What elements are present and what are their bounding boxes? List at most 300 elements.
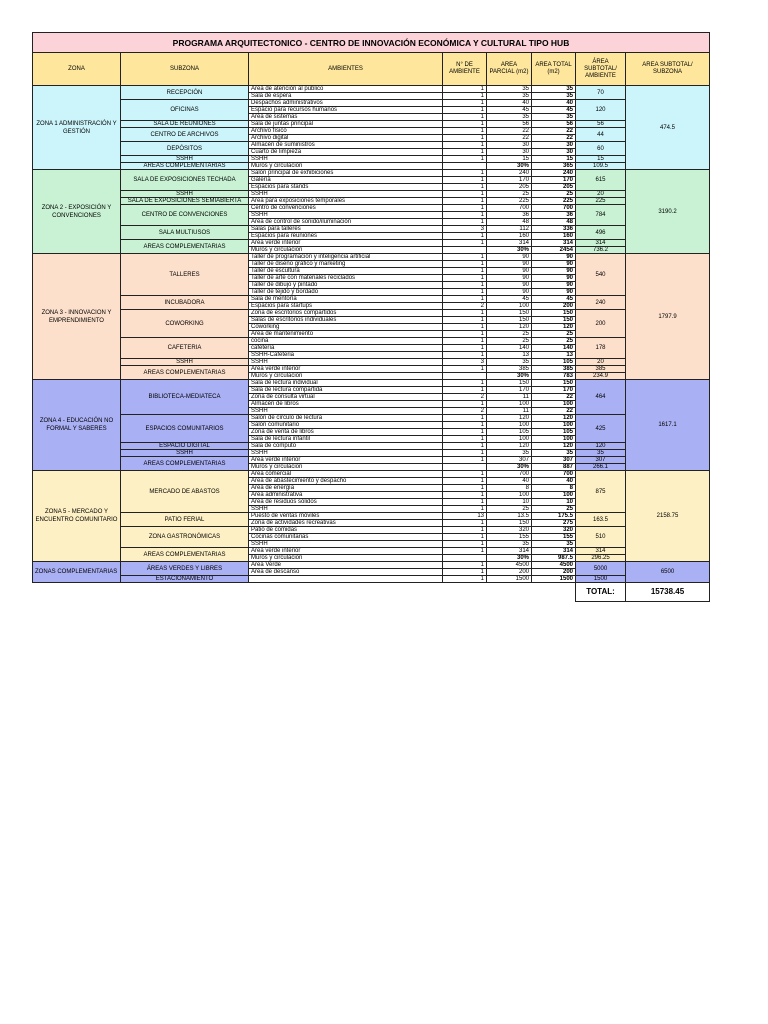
- partial-area-cell: 30: [487, 142, 532, 149]
- subtotal-ambiente-cell: 540: [576, 254, 626, 296]
- count-cell: [443, 373, 487, 380]
- header-row: [33, 53, 710, 86]
- subtotal-ambiente-cell: 15: [576, 156, 626, 163]
- count-cell: 1: [443, 338, 487, 345]
- subzone-name-cell: SALA DE EXPOSICIONES SEMIABIERTA: [121, 198, 249, 205]
- subzone-name-cell: AREAS COMPLEMENTARIAS: [121, 548, 249, 562]
- partial-area-cell: 30: [487, 149, 532, 156]
- count-cell: 1: [443, 422, 487, 429]
- partial-area-cell: 90: [487, 289, 532, 296]
- ambiente-cell: Puesto de ventas móviles: [249, 513, 443, 520]
- ambiente-cell: Salón de círculo de lectura: [249, 415, 443, 422]
- total-area-cell: 36: [532, 212, 576, 219]
- total-area-cell: 40: [532, 478, 576, 485]
- count-cell: 1: [443, 121, 487, 128]
- partial-area-cell: 150: [487, 380, 532, 387]
- count-cell: 1: [443, 366, 487, 373]
- count-cell: 1: [443, 240, 487, 247]
- table-row: [33, 450, 710, 457]
- subzone-name-cell: CENTRO DE CONVENCIONES: [121, 205, 249, 226]
- partial-area-cell: 15: [487, 156, 532, 163]
- subzone-name-cell: PATIO FERIAL: [121, 513, 249, 527]
- ambiente-cell: SSHH: [249, 450, 443, 457]
- ambiente-cell: Sala de mentoría: [249, 296, 443, 303]
- table-row: [33, 100, 710, 107]
- subtotal-ambiente-cell: 20: [576, 191, 626, 198]
- total-area-cell: 385: [532, 366, 576, 373]
- total-value: 15738.45: [626, 583, 710, 602]
- subzone-name-cell: SSHH: [121, 191, 249, 198]
- ambiente-cell: Área verde interior: [249, 366, 443, 373]
- subtotal-subzona-cell: 1617.1: [626, 380, 710, 471]
- total-area-cell: 56: [532, 121, 576, 128]
- total-area-cell: 314: [532, 240, 576, 247]
- total-area-cell: 160: [532, 233, 576, 240]
- count-cell: 1: [443, 254, 487, 261]
- count-cell: 1: [443, 331, 487, 338]
- total-area-cell: 45: [532, 107, 576, 114]
- ambiente-cell: Muros y circulacion: [249, 464, 443, 471]
- count-cell: 1: [443, 310, 487, 317]
- total-area-cell: 25: [532, 506, 576, 513]
- partial-area-cell: 90: [487, 254, 532, 261]
- table-row: [33, 226, 710, 233]
- count-cell: 1: [443, 93, 487, 100]
- partial-area-cell: 100: [487, 422, 532, 429]
- count-cell: 1: [443, 317, 487, 324]
- table-row: [33, 86, 710, 93]
- table-row: [33, 156, 710, 163]
- partial-area-cell: 30%: [487, 555, 532, 562]
- partial-area-cell: 90: [487, 261, 532, 268]
- partial-area-cell: 120: [487, 443, 532, 450]
- subtotal-ambiente-cell: 200: [576, 310, 626, 338]
- table-row: [33, 310, 710, 317]
- total-area-cell: 150: [532, 380, 576, 387]
- zone-name-cell: ZONAS COMPLEMENTARIAS: [33, 562, 121, 583]
- subzone-name-cell: CAFETERIA: [121, 338, 249, 359]
- partial-area-cell: 35: [487, 86, 532, 93]
- zone-name-cell: ZONA 2 - EXPOSICIÓN Y CONVENCIONES: [33, 170, 121, 254]
- partial-area-cell: 700: [487, 471, 532, 478]
- count-cell: 1: [443, 527, 487, 534]
- header-cell: AREA PARCIAL (m2): [487, 53, 532, 86]
- total-area-cell: 22: [532, 128, 576, 135]
- total-area-cell: 700: [532, 205, 576, 212]
- partial-area-cell: 13: [487, 352, 532, 359]
- subzone-name-cell: AREAS COMPLEMENTARIAS: [121, 457, 249, 471]
- partial-area-cell: 307: [487, 457, 532, 464]
- total-area-cell: 2454: [532, 247, 576, 254]
- partial-area-cell: 35: [487, 450, 532, 457]
- total-spacer: [33, 583, 576, 602]
- ambiente-cell: Área de mantenimiento: [249, 331, 443, 338]
- ambiente-cell: Sala de computo: [249, 443, 443, 450]
- header-cell: SUBZONA: [121, 53, 249, 86]
- page-title: PROGRAMA ARQUITECTONICO - CENTRO DE INNOVACIÓN ECONÓMICA Y CULTURAL TIPO HUB: [33, 33, 710, 53]
- count-cell: 1: [443, 177, 487, 184]
- subzone-name-cell: MERCADO DE ABASTOS: [121, 471, 249, 513]
- count-cell: 1: [443, 401, 487, 408]
- total-area-cell: 120: [532, 415, 576, 422]
- total-label: TOTAL:: [576, 583, 626, 602]
- ambiente-cell: Muros y circulacion: [249, 373, 443, 380]
- ambiente-cell: Área de atención al público: [249, 86, 443, 93]
- ambiente-cell: SSHH: [249, 156, 443, 163]
- partial-area-cell: 35: [487, 93, 532, 100]
- ambiente-cell: [249, 576, 443, 583]
- subzone-name-cell: ÁREAS VERDES Y LIBRES: [121, 562, 249, 576]
- ambiente-cell: SSHH: [249, 191, 443, 198]
- total-area-cell: 100: [532, 422, 576, 429]
- total-area-cell: 25: [532, 191, 576, 198]
- count-cell: 1: [443, 268, 487, 275]
- count-cell: 1: [443, 534, 487, 541]
- total-area-cell: 35: [532, 114, 576, 121]
- total-area-cell: 1500: [532, 576, 576, 583]
- count-cell: 1: [443, 282, 487, 289]
- ambiente-cell: Salas de escritorios individuales: [249, 317, 443, 324]
- ambiente-cell: Área de control de sonido/iluminación: [249, 219, 443, 226]
- header-cell: AMBIENTES: [249, 53, 443, 86]
- partial-area-cell: 25: [487, 506, 532, 513]
- subzone-name-cell: ESPACIO DIGITAL: [121, 443, 249, 450]
- count-cell: 1: [443, 443, 487, 450]
- partial-area-cell: 700: [487, 205, 532, 212]
- total-area-cell: 205: [532, 184, 576, 191]
- ambiente-cell: Cocinas comunitarias: [249, 534, 443, 541]
- architectural-program-sheet: [32, 32, 710, 602]
- subzone-name-cell: SSHH: [121, 359, 249, 366]
- partial-area-cell: 48: [487, 219, 532, 226]
- header-cell: AREA SUBTOTAL/ SUBZONA: [626, 53, 710, 86]
- table-row: [33, 191, 710, 198]
- ambiente-cell: Muros y circulacion: [249, 247, 443, 254]
- total-area-cell: 100: [532, 401, 576, 408]
- count-cell: 1: [443, 233, 487, 240]
- count-cell: 1: [443, 541, 487, 548]
- partial-area-cell: 90: [487, 282, 532, 289]
- table-row: [33, 163, 710, 170]
- partial-area-cell: 45: [487, 107, 532, 114]
- partial-area-cell: 40: [487, 478, 532, 485]
- subzone-name-cell: SALA DE REUNIONES: [121, 121, 249, 128]
- ambiente-cell: Área comercial: [249, 471, 443, 478]
- ambiente-cell: Área de abastecimiento y despacho: [249, 478, 443, 485]
- partial-area-cell: 120: [487, 324, 532, 331]
- count-cell: 1: [443, 86, 487, 93]
- total-area-cell: 307: [532, 457, 576, 464]
- table-row: [33, 142, 710, 149]
- count-cell: 1: [443, 114, 487, 121]
- subtotal-ambiente-cell: 425: [576, 415, 626, 443]
- zone-name-cell: ZONA 5 - MERCADO Y ENCUENTRO COMUNITARIO: [33, 471, 121, 562]
- partial-area-cell: 314: [487, 240, 532, 247]
- table-row: [33, 562, 710, 569]
- ambiente-cell: Taller de dibujo y pintado: [249, 282, 443, 289]
- total-area-cell: 25: [532, 338, 576, 345]
- count-cell: 1: [443, 212, 487, 219]
- partial-area-cell: 140: [487, 345, 532, 352]
- total-area-cell: 320: [532, 527, 576, 534]
- total-area-cell: 45: [532, 296, 576, 303]
- count-cell: 1: [443, 261, 487, 268]
- total-area-cell: 170: [532, 387, 576, 394]
- partial-area-cell: 100: [487, 436, 532, 443]
- subtotal-ambiente-cell: 314: [576, 548, 626, 555]
- subtotal-ambiente-cell: 875: [576, 471, 626, 513]
- total-area-cell: 120: [532, 324, 576, 331]
- subzone-name-cell: AREAS COMPLEMENTARIAS: [121, 366, 249, 380]
- subtotal-ambiente-cell: 44: [576, 128, 626, 142]
- ambiente-cell: Espacios para reuniones: [249, 233, 443, 240]
- table-row: [33, 457, 710, 464]
- table-row: [33, 380, 710, 387]
- partial-area-cell: 150: [487, 317, 532, 324]
- ambiente-cell: Coworking: [249, 324, 443, 331]
- count-cell: 1: [443, 492, 487, 499]
- count-cell: 1: [443, 296, 487, 303]
- ambiente-cell: Área de sistemas: [249, 114, 443, 121]
- subtotal-subzona-cell: 1797.9: [626, 254, 710, 380]
- ambiente-cell: Área para exposiciones temporales: [249, 198, 443, 205]
- ambiente-cell: Almacén de libros: [249, 401, 443, 408]
- partial-area-cell: 314: [487, 548, 532, 555]
- table-row: [33, 296, 710, 303]
- total-area-cell: 240: [532, 170, 576, 177]
- partial-area-cell: 160: [487, 233, 532, 240]
- total-area-cell: 783: [532, 373, 576, 380]
- count-cell: [443, 163, 487, 170]
- ambiente-cell: cocina: [249, 338, 443, 345]
- count-cell: 1: [443, 415, 487, 422]
- partial-area-cell: 30%: [487, 464, 532, 471]
- subzone-name-cell: AREAS COMPLEMENTARIAS: [121, 163, 249, 170]
- total-area-cell: 15: [532, 156, 576, 163]
- ambiente-cell: Sala de lectura compartida: [249, 387, 443, 394]
- table-row: [33, 128, 710, 135]
- count-cell: 1: [443, 184, 487, 191]
- count-cell: 1: [443, 569, 487, 576]
- subtotal-subzona-cell: 474.5: [626, 86, 710, 170]
- total-area-cell: 225: [532, 198, 576, 205]
- ambiente-cell: Sala de lectura individual: [249, 380, 443, 387]
- total-area-cell: 22: [532, 394, 576, 401]
- header-cell: N° DE AMBIENTE: [443, 53, 487, 86]
- ambiente-cell: Salas para talleres: [249, 226, 443, 233]
- partial-area-cell: 45: [487, 296, 532, 303]
- count-cell: 2: [443, 394, 487, 401]
- ambiente-cell: Centro de convenciones: [249, 205, 443, 212]
- count-cell: 1: [443, 324, 487, 331]
- count-cell: 1: [443, 142, 487, 149]
- partial-area-cell: 150: [487, 310, 532, 317]
- total-area-cell: 13: [532, 352, 576, 359]
- count-cell: 1: [443, 562, 487, 569]
- partial-area-cell: 13.5: [487, 513, 532, 520]
- table-row: [33, 254, 710, 261]
- count-cell: 1: [443, 345, 487, 352]
- subtotal-ambiente-cell: 266.1: [576, 464, 626, 471]
- ambiente-cell: Salón principal de exhibiciones: [249, 170, 443, 177]
- partial-area-cell: 30%: [487, 373, 532, 380]
- count-cell: 1: [443, 149, 487, 156]
- ambiente-cell: Despachos administrativos: [249, 100, 443, 107]
- partial-area-cell: 155: [487, 534, 532, 541]
- count-cell: 1: [443, 135, 487, 142]
- partial-area-cell: 25: [487, 331, 532, 338]
- subtotal-ambiente-cell: 60: [576, 142, 626, 156]
- total-area-cell: 4500: [532, 562, 576, 569]
- zone-name-cell: ZONA 4 - EDUCACIÓN NO FORMAL Y SABERES: [33, 380, 121, 471]
- total-area-cell: 22: [532, 408, 576, 415]
- count-cell: 1: [443, 499, 487, 506]
- ambiente-cell: SSHH: [249, 212, 443, 219]
- partial-area-cell: 170: [487, 387, 532, 394]
- total-area-cell: 150: [532, 310, 576, 317]
- partial-area-cell: 150: [487, 520, 532, 527]
- ambiente-cell: Área verde interior: [249, 548, 443, 555]
- partial-area-cell: 40: [487, 100, 532, 107]
- count-cell: 1: [443, 548, 487, 555]
- count-cell: 1: [443, 128, 487, 135]
- subzone-name-cell: INCUBADORA: [121, 296, 249, 310]
- partial-area-cell: 11: [487, 394, 532, 401]
- total-area-cell: 155: [532, 534, 576, 541]
- total-area-cell: 30: [532, 149, 576, 156]
- subtotal-ambiente-cell: 120: [576, 443, 626, 450]
- ambiente-cell: Espacios para stands: [249, 184, 443, 191]
- ambiente-cell: Área de energía: [249, 485, 443, 492]
- partial-area-cell: 120: [487, 415, 532, 422]
- table-row: [33, 513, 710, 520]
- subtotal-ambiente-cell: 307: [576, 457, 626, 464]
- total-area-cell: 175.5: [532, 513, 576, 520]
- count-cell: 1: [443, 191, 487, 198]
- ambiente-cell: Muros y circulacion: [249, 555, 443, 562]
- total-area-cell: 200: [532, 569, 576, 576]
- table-row: [33, 198, 710, 205]
- total-area-cell: 48: [532, 219, 576, 226]
- subtotal-ambiente-cell: 163.5: [576, 513, 626, 527]
- total-area-cell: 35: [532, 93, 576, 100]
- subtotal-ambiente-cell: 784: [576, 205, 626, 226]
- subtotal-ambiente-cell: 109.5: [576, 163, 626, 170]
- subzone-name-cell: ZONA GASTRONÓMICAS: [121, 527, 249, 548]
- count-cell: 1: [443, 457, 487, 464]
- table-row: [33, 576, 710, 583]
- subtotal-ambiente-cell: 240: [576, 296, 626, 310]
- count-cell: 1: [443, 289, 487, 296]
- subtotal-ambiente-cell: 1500: [576, 576, 626, 583]
- count-cell: 1: [443, 107, 487, 114]
- partial-area-cell: 105: [487, 429, 532, 436]
- count-cell: 1: [443, 450, 487, 457]
- ambiente-cell: Área administrativa: [249, 492, 443, 499]
- table-row: [33, 338, 710, 345]
- subtotal-ambiente-cell: 296.25: [576, 555, 626, 562]
- subzone-name-cell: TALLERES: [121, 254, 249, 296]
- partial-area-cell: 35: [487, 359, 532, 366]
- total-area-cell: 90: [532, 261, 576, 268]
- subtotal-ambiente-cell: 496: [576, 226, 626, 240]
- ambiente-cell: Patio de comidas: [249, 527, 443, 534]
- ambiente-cell: Archivo digital: [249, 135, 443, 142]
- total-area-cell: 336: [532, 226, 576, 233]
- ambiente-cell: Taller de diseño gráfico y marketing: [249, 261, 443, 268]
- subzone-name-cell: SSHH: [121, 156, 249, 163]
- ambiente-cell: Taller de tejido y bordado: [249, 289, 443, 296]
- subtotal-ambiente-cell: 178: [576, 338, 626, 359]
- table-row: [33, 471, 710, 478]
- total-area-cell: 987.5: [532, 555, 576, 562]
- subtotal-ambiente-cell: 464: [576, 380, 626, 415]
- partial-area-cell: 205: [487, 184, 532, 191]
- zone-name-cell: ZONA 1 ADMINISTRACIÓN Y GESTIÓN: [33, 86, 121, 170]
- ambiente-cell: Taller de escultura: [249, 268, 443, 275]
- total-area-cell: 35: [532, 541, 576, 548]
- total-area-cell: 105: [532, 429, 576, 436]
- partial-area-cell: 35: [487, 114, 532, 121]
- total-area-cell: 105: [532, 359, 576, 366]
- total-area-cell: 10: [532, 499, 576, 506]
- ambiente-cell: Zona de consulta virtual: [249, 394, 443, 401]
- count-cell: 1: [443, 100, 487, 107]
- ambiente-cell: Espacios para startups: [249, 303, 443, 310]
- partial-area-cell: 112: [487, 226, 532, 233]
- count-cell: 3: [443, 359, 487, 366]
- ambiente-cell: Espacio para recursos humanos: [249, 107, 443, 114]
- table-row: [33, 527, 710, 534]
- total-area-cell: 100: [532, 436, 576, 443]
- table-row: [33, 443, 710, 450]
- partial-area-cell: 22: [487, 128, 532, 135]
- ambiente-cell: cafetería: [249, 345, 443, 352]
- total-area-cell: 40: [532, 100, 576, 107]
- partial-area-cell: 1500: [487, 576, 532, 583]
- ambiente-cell: SSHH: [249, 408, 443, 415]
- count-cell: 1: [443, 471, 487, 478]
- program-table: [32, 32, 710, 602]
- subtotal-ambiente-cell: 234.9: [576, 373, 626, 380]
- subtotal-ambiente-cell: 225: [576, 198, 626, 205]
- count-cell: 1: [443, 219, 487, 226]
- partial-area-cell: 90: [487, 268, 532, 275]
- partial-area-cell: 100: [487, 401, 532, 408]
- subtotal-ambiente-cell: 20: [576, 359, 626, 366]
- ambiente-cell: Archivo físico: [249, 128, 443, 135]
- count-cell: 1: [443, 387, 487, 394]
- ambiente-cell: Muros y circulacion: [249, 163, 443, 170]
- subzone-name-cell: CENTRO DE ARCHIVOS: [121, 128, 249, 142]
- partial-area-cell: 30%: [487, 247, 532, 254]
- total-area-cell: 200: [532, 303, 576, 310]
- count-cell: 2: [443, 408, 487, 415]
- count-cell: 1: [443, 198, 487, 205]
- count-cell: 1: [443, 205, 487, 212]
- total-area-cell: 887: [532, 464, 576, 471]
- total-area-cell: 90: [532, 282, 576, 289]
- partial-area-cell: 22: [487, 135, 532, 142]
- total-area-cell: 35: [532, 450, 576, 457]
- table-row: [33, 415, 710, 422]
- subtotal-ambiente-cell: 70: [576, 86, 626, 100]
- subzone-name-cell: DEPÓSITOS: [121, 142, 249, 156]
- partial-area-cell: 10: [487, 499, 532, 506]
- total-area-cell: 100: [532, 492, 576, 499]
- subzone-name-cell: RECEPCIÓN: [121, 86, 249, 100]
- subtotal-subzona-cell: 2158.75: [626, 471, 710, 562]
